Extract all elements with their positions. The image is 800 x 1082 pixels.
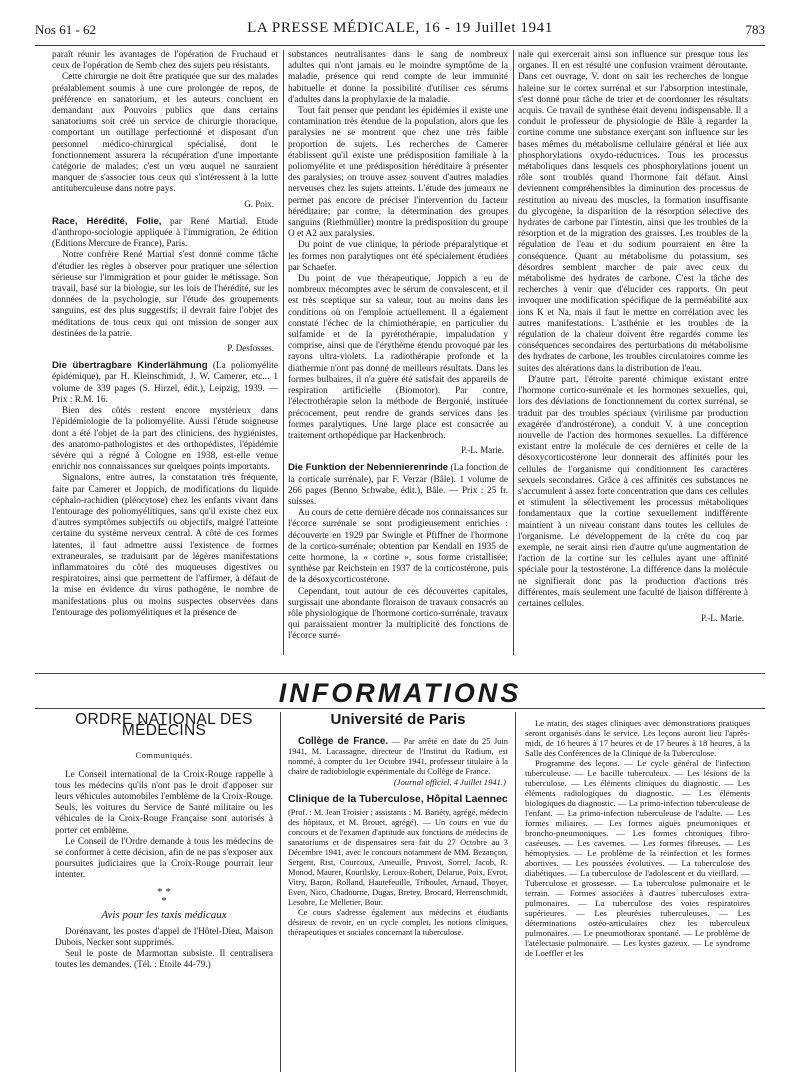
- review-entry: [288, 462, 508, 508]
- review-title: Die übertragbare Kinderlähmung: [52, 360, 208, 372]
- paragraph: paraît réunir les avantages de l'opération de Fruchaud et ceux de l'opération de Semb chez des sujets peu résistants.: [52, 50, 278, 72]
- section-rule: [35, 708, 765, 709]
- ordre-medecins-column: [55, 712, 273, 972]
- column-divider: [515, 712, 516, 1072]
- issue-number: Nos 61 - 62: [35, 22, 97, 37]
- header-rule: [35, 45, 765, 46]
- paragraph: Du point de vue thérapeutique, Joppich a eu de nombreux mécomptes avec le sérum de convalescent, et il est très sceptique sur sa valeur, tout au moins dans les conditions où on l'emploie actuellement. Il a également constaté l'échec de la chimiothérapie, en particulier du sulfamide et de la pyrétothérapie, impaludation y comprise, ainsi que de l'érythème étendu provoqué par les rayons ultra-violets. La radiothérapie profonde et la diathermie n'ont pas donné de meilleurs résultats. Dans les formes bulbaires, il n'a guère été satisfait des appareils de respiration artificielle (Biomotor). Par contre, l'électrothérapie selon la méthode de Bergonié, instituée précocement, peut rendre de grands services dans les formes paralytiques. Une large place est consacrée au traitement orthopédique par Hackenbroch.: [288, 274, 508, 441]
- citation: (Journal officiel, 4 Juillet 1941.): [393, 777, 506, 788]
- journal-title: LA PRESSE MÉDICALE, 16 - 19 Juillet 1941: [247, 20, 553, 36]
- column-2: [288, 50, 508, 643]
- news-entry: [288, 737, 508, 777]
- signature: P. Desfosses.: [227, 343, 274, 354]
- column-1: [52, 50, 278, 619]
- column-divider: [513, 50, 514, 655]
- column-divider: [280, 712, 281, 1072]
- paragraph: Dorénavant, les postes d'appel de l'Hôtel-Dieu, Maison Dubois, Necker sont supprimés.: [55, 926, 273, 949]
- paragraph: (Prof. : M. Jean Troisier ; assistants : M. Bariéty, agrégé, médecin des hôpitaux, et M. Brouet, agrégé). — Un cours en vue du concours et de l'examen d'aptitude aux fonctions de médecins de sanatoriums et de dispensaires sera fait du 27 Octobre au 3 Décembre 1941, avec le concours notamment de MM. Bezançon, Sergent, Rist, Courcoux, Ameuille, Pruvost, Sorrel, Jacob, R. Monod, Maurer, Kourilsky, Leroux-Robert, Delarue, Poix, Evrot, Vitry, Baron, Rolland, Hautefeuille, Triboulet, Arnaud, Thoyer, Even, Nico, Chadourne, Dugas, Bretey, Brocard, Herrenschmidt, Lesobre, Le Melletier, Bour.: [288, 807, 508, 907]
- review-title: Race, Hérédité, Folie,: [52, 215, 162, 227]
- subheading: Avis pour les taxis médicaux: [101, 908, 227, 921]
- review-entry: [52, 360, 278, 406]
- paragraph: Cette chirurgie ne doit être pratiquée que sur des malades préalablement soumis à une cure prolongée de repos, de préférence en sanatorium, et les auteurs concluent en demandant aux Pouvoirs publics que dans certains sanatoriums soit créé un service de chirurgie thoracique, comportant un outillage perfectionné et disposant d'un personnel médico-chirurgical spécialisé, dont le fonctionnement assurera la récupération d'une importante catégorie de malades; c'est un vœu auquel ne sauraient manquer de s'associer tous ceux qui s'intéressent à la lutte antituberculeuse dans notre pays.: [52, 72, 278, 195]
- paragraph: Du point de vue clinique, la période préparalytique et les formes non paralytiques ont été spécialement étudiées par Schaefer.: [288, 240, 508, 273]
- page-header: [35, 22, 765, 42]
- column-6: [525, 718, 750, 958]
- review-reference: (La fonction de la corticale surrénale), par F. Verzar (Bâle). 1 volume de 266 pages (Benno Schwabe, édit.), Bâle. — Prix : 25 fr. suisses.: [288, 463, 508, 507]
- signature: P.-L. Marie.: [701, 613, 744, 624]
- review-reference: (La poliomyélite épidémique), par H. Kleinschmidt, J. W. Camerer, etc... 1 volume de 339 pages (S. Hirzel, édit.), Leipzig, 1939. — Prix : R.M. 16.: [52, 361, 279, 405]
- informations-title: INFORMATIONS: [278, 678, 522, 708]
- entry-title: Clinique de la Tuberculose, Hôpital Laennec: [288, 793, 508, 806]
- paragraph: Cependant, tout autour de ces découvertes capitales, surgissait une abondante floraison de travaux consacrés au rôle physiologique de l'hormone cortico-surrénale, travaux qui paraissaient montrer la multiplicité des fonctions de l'écorce surré-: [288, 586, 508, 642]
- universite-column: [288, 712, 508, 938]
- paragraph: Ce cours s'adresse également aux médecins et étudiants désireux de revoir, en un cycle complet, les notions cliniques, thérapeutiques et sociales concernant la tuberculose.: [288, 907, 508, 937]
- paragraph: nale qui exercerait ainsi son influence sur presque tous les organes. Il en est résulté une confusion vraiment déroutante. Dans cet ouvrage, V. dont on sait les recherches de longue haleine sur le cortex surrénal et sur l'absorption intestinale, s'est donné pour tâche de trier et de coordonner les résultats acquis. Ce travail de synthèse était devenu indispensable. Il a conduit le professeur de physiologie de Bâle à regarder la cortine comme une substance exerçant son influence sur les bases mêmes du métabolisme cellulaire général et liée aux phosphorylations oxydo-réductrices. Tous les processus métaboliques dans lesquels ces phosphorylations jouent un rôle sont troublés quand l'hormone fait défaut. Ainsi deviennent compréhensibles la diminution des processus de restitution au niveau des muscles, la formation insuffisante du glycogène, la disparition de la résorption sélective des hydrates de carbone par l'intestin, ainsi que les troubles de la résorption et de la migration des graisses. Les troubles de la régulation de l'eau et du sodium pourraient en être la conséquence. Quant au métabolisme du potassium, ses désordres semblent marcher de pair avec ceux du métabolisme des hydrates de carbone. C'est la tâche des recherches à venir que d'élucider ces rapports. On peut invoquer une modification spécifique de la perméabilité aux ions K et Na, mais il faut le mettre en corrélation avec les autres manifestations. L'asthénie et les troubles de la régulation de la chaleur doivent être regardés comme les conséquences secondaires des perturbations du métabolisme des hydrates de carbone, les troubles circulatoires comme les suites des altérations dans la distribution de l'eau.: [518, 50, 748, 374]
- paragraph: substances neutralisantes dans le sang de nombreux adultes qui n'ont jamais eu le moindre symptôme de la maladie, présence qui rend compte de leur immunité habituelle et donne la possibilité d'utiliser ces sérums d'adultes dans la prophylaxie de la maladie.: [288, 50, 508, 105]
- signature: G. Poix.: [244, 198, 274, 209]
- section-heading: Université de Paris: [330, 711, 466, 728]
- paragraph: Signalons, entre autres, la constatation très fréquente, faite par Camerer et Joppich, de modifications du liquide céphalo-rachidien (pléocytose) chez les enfants vivant dans l'entourage des poliomyélitiques, sans qu'il existe chez eux d'autres symptômes subjectifs ou objectifs, malgré l'atteinte certaine du système nerveux central. A côté de ces formes latentes, il faut admettre aussi l'existence de formes extraneurales, se traduisant par de légères manifestations inflammatoires du côté des muqueuses digestives ou respiratoires, ainsi que permettent de l'affirmer, à défaut de la mise en évidence du virus pathogène, le nombre de manifestations plus ou moins suspectes observées dans l'entourage des poliomyélitiques et la présence de: [52, 473, 278, 618]
- page-number: 783: [745, 22, 765, 37]
- paragraph: Le Conseil de l'Ordre demande à tous les médecins de se conformer à cette décision, afin de ne pas s'exposer aux poursuites judiciaires que la Croix-Rouge pourrait leur intenter.: [55, 836, 273, 881]
- entry-title: Collège de France.: [298, 736, 389, 748]
- entry-text: — Par arrêté en date du 25 Juin 1941, M. Lacassagne, directeur de l'Institut du Radium, est nommé, à compter du 1er Octobre 1941, professeur titulaire à la chaire de radiobiologie expérimentale du Collège de France.: [288, 737, 508, 777]
- paragraph: Tout fait penser que pendant les épidémies il existe une contamination très étendue de la population, alors que les paralysies ne se montrent que chez une très faible proportion de sujets. Les recherches de Camerer établissent qu'il existe une prédisposition familiale à la poliomyélite et une prédisposition héréditaire à présenter des paralysies; on trouve assez souvent d'autres maladies nerveuses chez les sujets atteints. L'étude des jumeaux ne permet pas encore de préciser l'intervention du facteur héréditaire; par contre, la détermination des groupes sanguins (Riethmüller) montre la prédisposition du groupe O et A2 aux paralysies.: [288, 106, 508, 240]
- paragraph: Programme des leçons. — Le cycle général de l'infection tuberculeuse. — Le bacille tuberculeux. — Les lésions de la tuberculose. — Les éléments cliniques du diagnostic. — Les éléments radiologiques du diagnostic. — Les éléments biologiques du diagnostic. — La primo-infection tuberculeuse de l'enfant. — La primo-infection tuberculeuse de l'adulte. — Les formes miliaires. — Les formes aiguës pneumoniques et broncho-pneumoniques. — Les formes chroniques fibro-caséeuses. — Les cavernes. — Les formes fibreuses. — Les hémoptysies. — Le problème de la réinfection et les formes abortives. — Les poussées évolutives. — La tuberculose des diabétiques. — La tuberculose de l'adolescent et du vieillard. — Tuberculose et grossesse. — La tuberculose pulmonaire et le terrain. — Formes associées à d'autres tuberculoses extra-pulmonaires. — La tuberculose des voies respiratoires supérieures. — Les pleurésies tuberculeuses. — Les déterminations ostéo-articulaires chez les tuberculeux pulmonaires. — Le pneumothorax spontané. — Le problème de l'atélectasie pulmonaire. — Les kystes gazeux. — Le syndrome de Loeffler et les: [525, 758, 750, 958]
- separator-stars: * * *: [157, 885, 171, 907]
- section-heading: ORDRE NATIONAL DES MÉDECINS: [75, 711, 253, 740]
- review-reference: par René Martial. Etude d'anthropo-sociologie appliquée à l'immigration, 2e édition (Editions Mercure de France), Paris.: [52, 216, 278, 250]
- paragraph: Au cours de cette dernière décade nos connaissances sur l'écorce surrénale se sont prodigieusement enrichies : découverte en 1929 par Swingle et Pfiffner de l'hormone de la cortico-surrénale; obtention par Kendall en 1935 de cette hormone, la « cortine », sous forme cristallisée; synthèse par Reichstein en 1937 de la corticostérone, puis de la désoxycorticostérone.: [288, 508, 508, 586]
- paragraph: Le Conseil international de la Croix-Rouge rappelle à tous les médecins qu'ils n'ont pas le droit d'apposer sur leurs véhicules automobiles l'emblème de la Croix-Rouge. Seuls, les voitures du Service de Santé militaire ou les véhicules de la Croix-Rouge Française sont autorisés à porter cet emblème.: [55, 769, 273, 836]
- section-rule: [35, 673, 765, 674]
- review-entry: [52, 216, 278, 251]
- paragraph: Bien des côtés restent encore mystérieux dans l'épidémiologie de la poliomyélite. Aussi l'étude soigneuse dont a été l'objet de la part des cliniciens, des hygiénistes, des anatomo-pathologistes et des orthopédistes, l'épidémie sévère qui a régné à Cologne en 1938, est-elle venue enrichir nos connaissances sur quelques points importants.: [52, 406, 278, 473]
- column-divider: [283, 50, 284, 655]
- paragraph: Notre confrère René Martial s'est donné comme tâche d'étudier les règles à observer pour pratiquer une sélection sérieuse sur l'immigration et pour guider le métissage. Son travail, basé sur la biologie, sur les lois de l'hérédité, sur les données de la psychologie, sur l'étude des groupements sanguins, est des plus suggestifs; il devrait faire l'objet des méditations de tous ceux qui ont mission de songer aux destinées de la patrie.: [52, 250, 278, 339]
- column-3: [518, 50, 748, 630]
- signature: P.-L. Marie.: [461, 445, 504, 456]
- paragraph: Seul le poste de Marmottan subsiste. Il centralisera toutes les demandes. (Tél. : Etoile 44-79.): [55, 949, 273, 971]
- subheading: Communiqués.: [135, 750, 193, 761]
- paragraph: D'autre part, l'étroite parenté chimique existant entre l'hormone cortico-surrénale et les hormones sexuelles, qui, lors des déviations de fonctionnement du cortex surrénal, se traduit par des troubles spéciaux (virilisme par production exagérée d'androstérone), a conduit V. à une conception nouvelle de l'action des hormones sexuelles. La différence existant entre la molécule de ces dernières et celle de la désoxycorticostérone leur donnerait des affinités pour les cellules de l'organisme qui conditionnent les caractères sexuels secondaires. Grâce à ces affinités ces substances ne s'accumulent à assez forte concentration que dans ces cellules et stimulent la sélectivement les processus métaboliques fondamentaux que la cortine sexuellement indifférente maintient à un niveau constant dans toutes les cellules de l'organisme. Le développement de la crête du coq par exemple, ne serait ainsi rien d'autre qu'une augmentation de l'action de la cortine sur les cellules ayant une affinité spéciale pour la testostérone. La différence dans la molécule ne signifierait donc pas la production d'actions très différentes, mais seulement une faculté de liaison différente à certaines cellules.: [518, 374, 748, 609]
- paragraph: Le matin, des stages cliniques avec démonstrations pratiques seront organisés dans le service. Les leçons auront lieu l'après-midi, de 16 heures à 17 heures et de 17 heures à 18 heures, à la Salle des Conférences de la Clinique de la Tuberculose.: [525, 718, 750, 758]
- review-title: Die Funktion der Nebennierenrinde: [288, 462, 449, 474]
